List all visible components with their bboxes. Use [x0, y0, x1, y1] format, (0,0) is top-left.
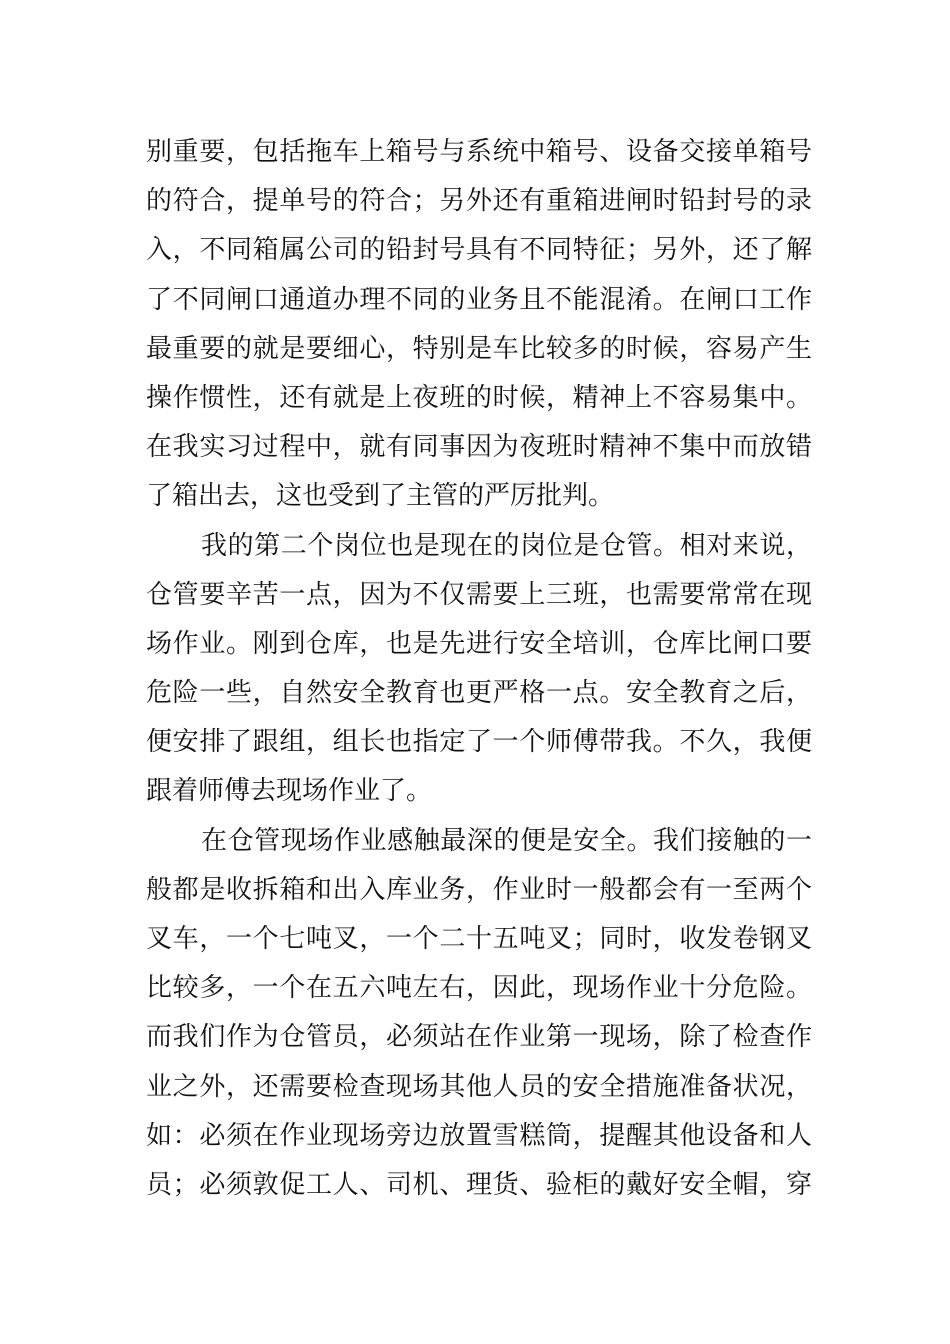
text-line: 叉车，一个七吨叉，一个二十五吨叉；同时，收发卷钢叉	[146, 924, 812, 954]
text-line: 了箱出去，这也受到了主管的严厉批判。	[146, 481, 615, 512]
text-line: 业之外，还需要检查现场其他人员的安全措施准备状况，	[146, 1071, 812, 1102]
text-line: 最重要的就是要细心，特别是车比较多的时候，容易产生	[146, 333, 812, 364]
text-line: 跟着师傅去现场作业了。	[146, 776, 433, 807]
text-line: 在仓管现场作业感触最深的便是安全。我们接触的一	[201, 825, 812, 856]
text-line: 般都是收拆箱和出入库业务，作业时一般都会有一至两个	[146, 874, 812, 905]
text-line: 场作业。刚到仓库，也是先进行安全培训，仓库比闸口要	[146, 628, 812, 659]
text-line: 比较多，一个在五六吨左右，因此，现场作业十分危险。	[146, 973, 812, 1004]
text-line: 便安排了跟组，组长也指定了一个师傅带我。不久，我便	[146, 727, 812, 758]
text-line: 操作惯性，还有就是上夜班的时候，精神上不容易集中。	[146, 382, 812, 413]
paragraph-2	[146, 522, 812, 817]
text-line: 的符合，提单号的符合；另外还有重箱进闸时铅封号的录	[146, 186, 812, 217]
text-line: 如：必须在作业现场旁边放置雪糕筒，提醒其他设备和人	[146, 1120, 812, 1151]
text-line: 我的第二个岗位也是现在的岗位是仓管。相对来说，	[201, 530, 812, 561]
text-line: 仓管要辛苦一点，因为不仅需要上三班，也需要常常在现	[146, 579, 812, 610]
text-line: 危险一些，自然安全教育也更严格一点。安全教育之后，	[146, 678, 812, 709]
text-line: 员；必须敦促工人、司机、理货、验柜的戴好安全帽，穿	[146, 1169, 812, 1200]
document-body	[146, 128, 812, 1210]
text-line: 别重要，包括拖车上箱号与系统中箱号、设备交接单箱号	[146, 137, 812, 167]
text-line: 入，不同箱属公司的铅封号具有不同特征；另外，还了解	[146, 235, 812, 266]
text-line: 在我实习过程中，就有同事因为夜班时精神不集中而放错	[146, 432, 812, 463]
text-line: 了不同闸口通道办理不同的业务且不能混淆。在闸口工作	[146, 284, 812, 315]
paragraph-3	[146, 817, 812, 1211]
paragraph-1	[146, 128, 812, 522]
text-line: 而我们作为仓管员，必须站在作业第一现场，除了检查作	[146, 1022, 812, 1053]
